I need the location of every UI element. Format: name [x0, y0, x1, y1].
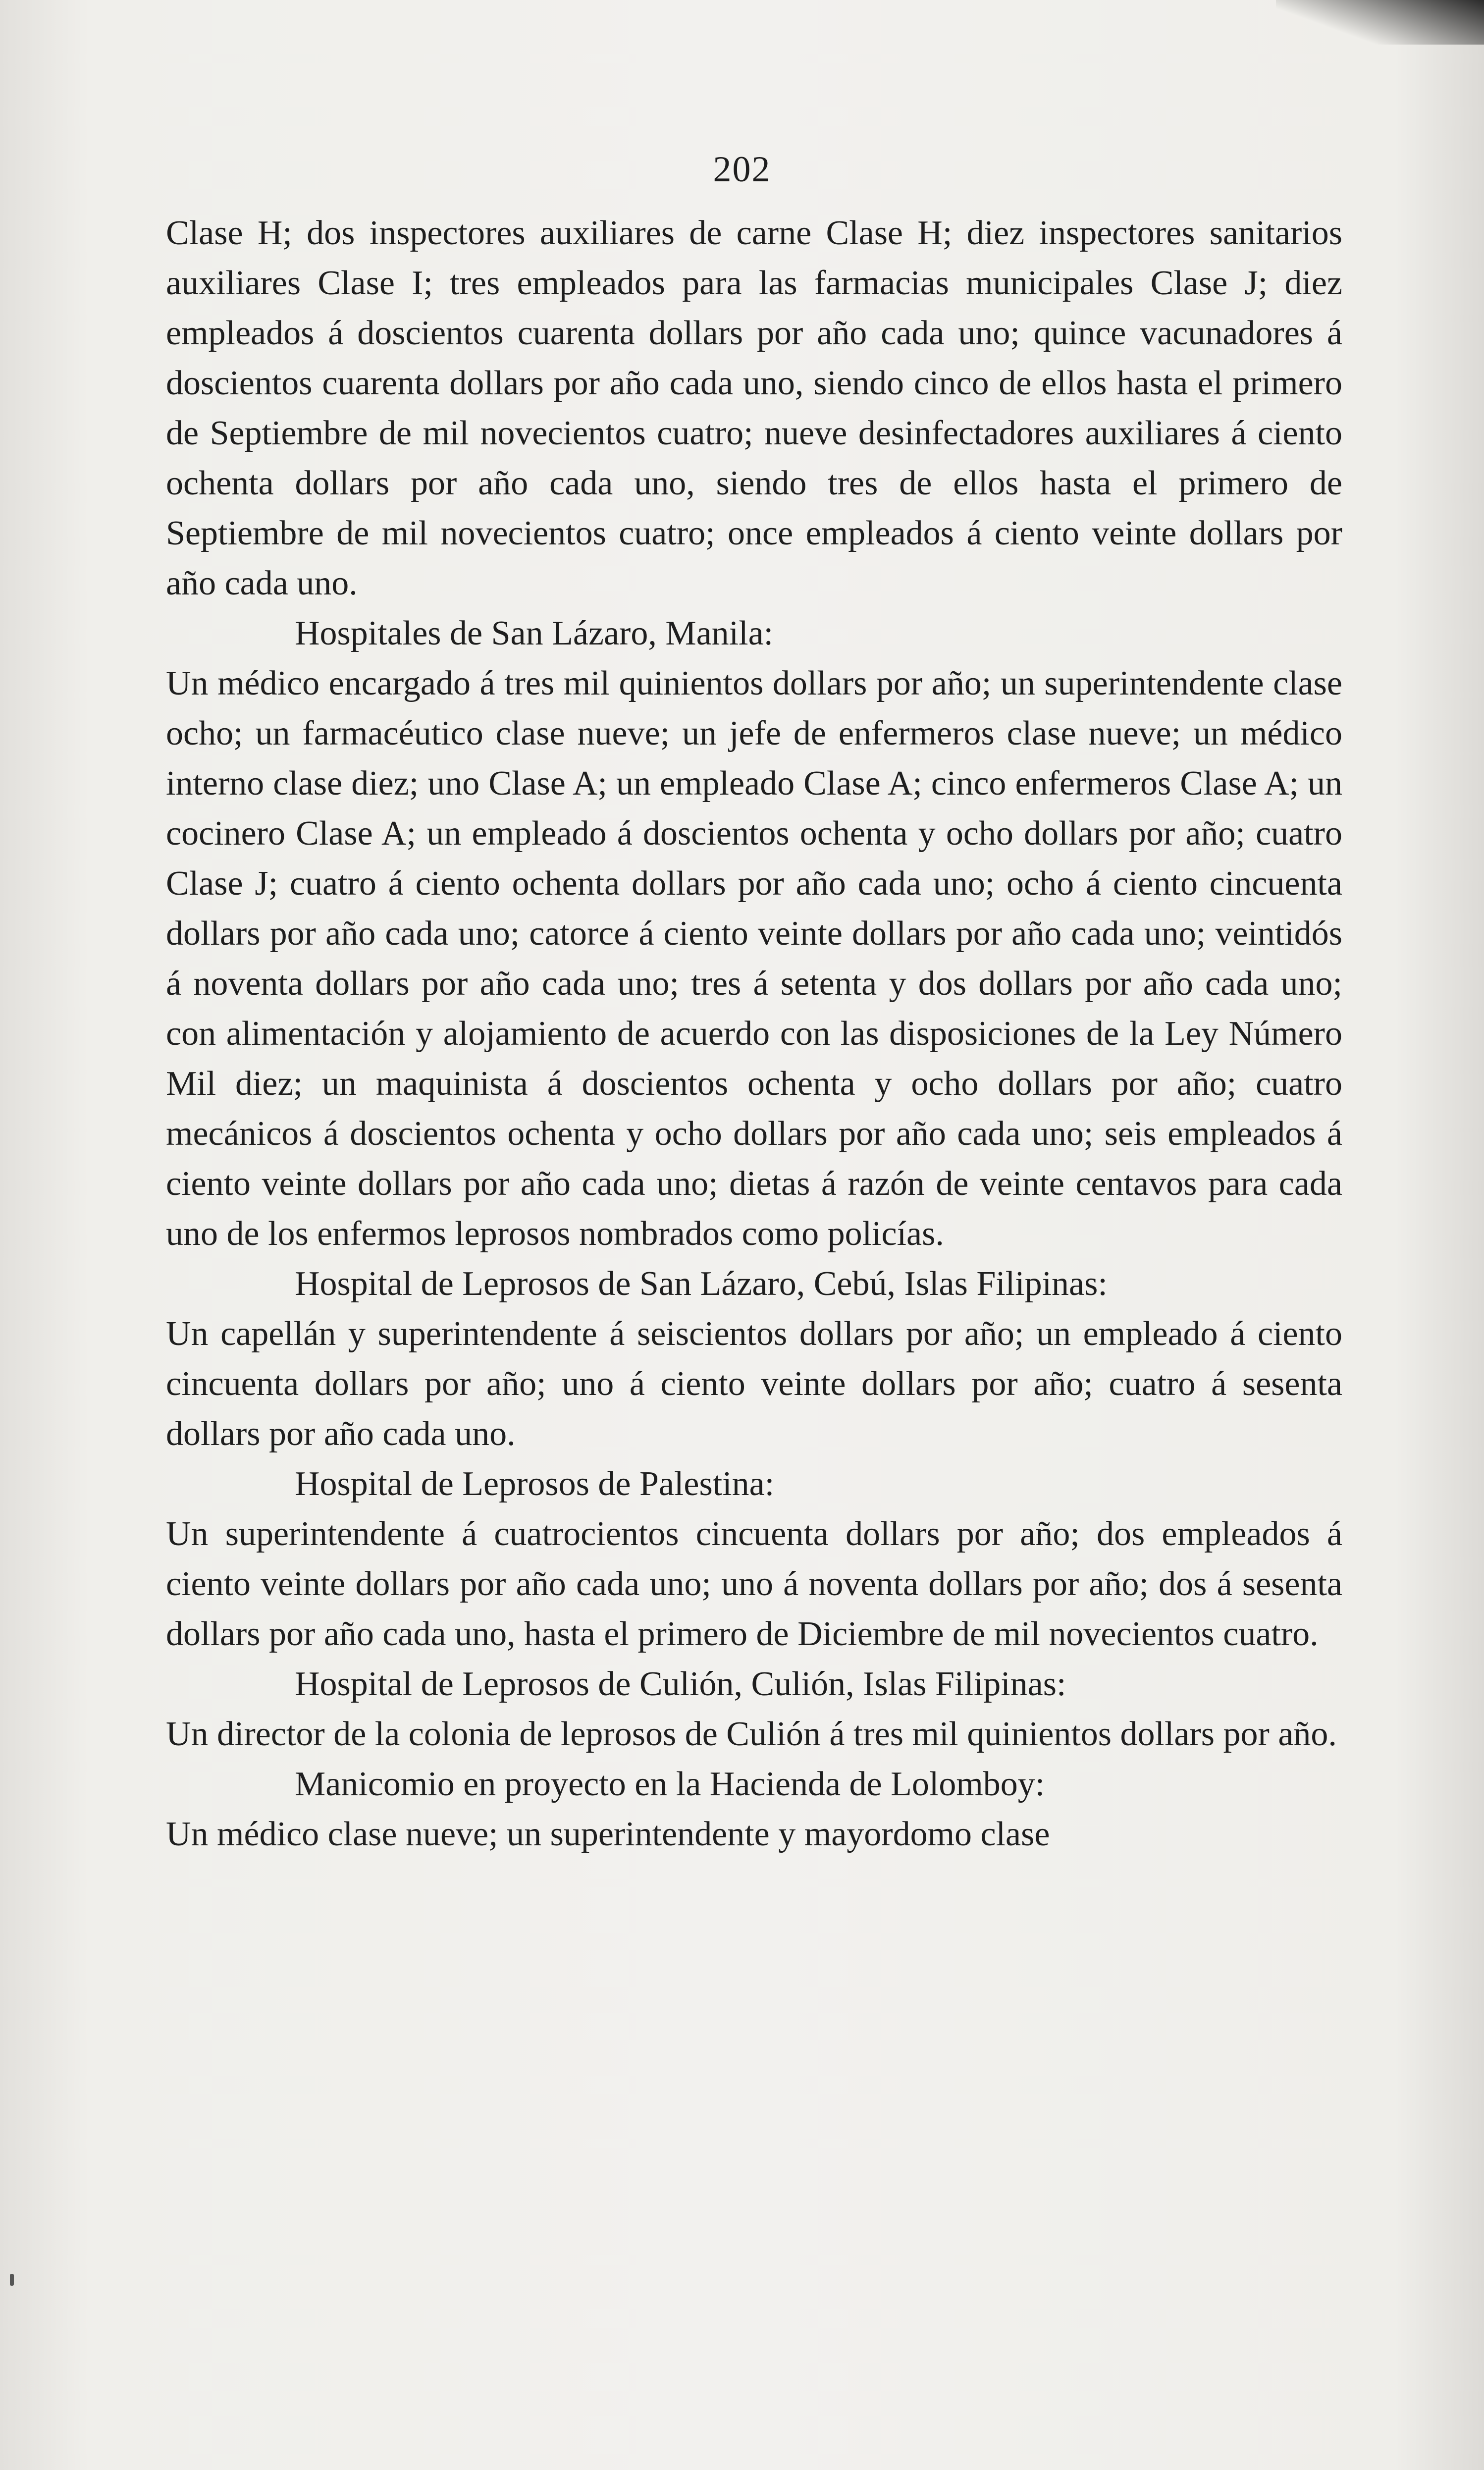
paragraph: Un capellán y superintendente á seiscientos dollars por año; un empleado á ciento cincuenta dollars por año; uno á ciento veinte dollars por año; cuatro á sesenta dollars por año cada uno. [166, 1315, 1342, 1453]
paragraph: Un director de la colonia de leprosos de Culión á tres mil quinientos dollars por año. [166, 1715, 1337, 1753]
paragraph: Un médico clase nueve; un superintendente y mayordomo clase [166, 1815, 1050, 1853]
body-text [166, 208, 1342, 1859]
scan-speck [10, 2274, 14, 2286]
paragraph: Clase H; dos inspectores auxiliares de carne Clase H; diez inspectores sanitarios auxiliares Clase I; tres empleados para las farmacias municipales Clase J; diez empleados á doscientos cuarenta dollars por año cada uno; quince vacunadores á doscientos cuarenta dollars por año cada uno, siendo cinco de ellos hasta el primero de Septiembre de mil novecientos cuatro; nueve desinfectadores auxiliares á ciento ochenta dollars por año cada uno, siendo tres de ellos hasta el primero de Septiembre de mil novecientos cuatro; once empleados á ciento veinte dollars por año cada uno. [166, 214, 1342, 602]
paragraph: Un médico encargado á tres mil quinientos dollars por año; un superintendente clase ocho; un farmacéutico clase nueve; un jefe de enfermeros clase nueve; un médico interno clase diez; uno Clase A; un empleado Clase A; cinco enfermeros Clase A; un cocinero Clase A; un empleado á doscientos ochenta y ocho dollars por año; cuatro Clase J; cuatro á ciento ochenta dollars por año cada uno; ocho á ciento cincuenta dollars por año cada uno; catorce á ciento veinte dollars por año cada uno; veintidós á noventa dollars por año cada uno; tres á setenta y dos dollars por año cada uno; con alimentación y alojamiento de acuerdo con las disposiciones de la Ley Número Mil diez; un maquinista á doscientos ochenta y ocho dollars por año; cuatro mecánicos á doscientos ochenta y ocho dollars por año cada uno; seis empleados á ciento veinte dollars por año cada uno; dietas á razón de veinte centavos para cada uno de los enfermos leprosos nombrados como policías. [166, 664, 1342, 1253]
paragraph: Manicomio en proyecto en la Hacienda de Lolomboy: [295, 1765, 1045, 1803]
paragraph: Hospitales de San Lázaro, Manila: [295, 614, 774, 652]
page-number: 202 [713, 149, 771, 190]
scan-corner-shadow [1276, 0, 1484, 45]
paragraph: Hospital de Leprosos de San Lázaro, Cebú, Islas Filipinas: [295, 1265, 1108, 1303]
paragraph: Un superintendente á cuatrocientos cincuenta dollars por año; dos empleados á ciento veinte dollars por año cada uno; uno á noventa dollars por año; dos á sesenta dollars por año cada uno, hasta el primero de Diciembre de mil novecientos cuatro. [166, 1515, 1342, 1653]
paragraph: Hospital de Leprosos de Culión, Culión, Islas Filipinas: [295, 1665, 1066, 1703]
paragraph: Hospital de Leprosos de Palestina: [295, 1465, 775, 1503]
